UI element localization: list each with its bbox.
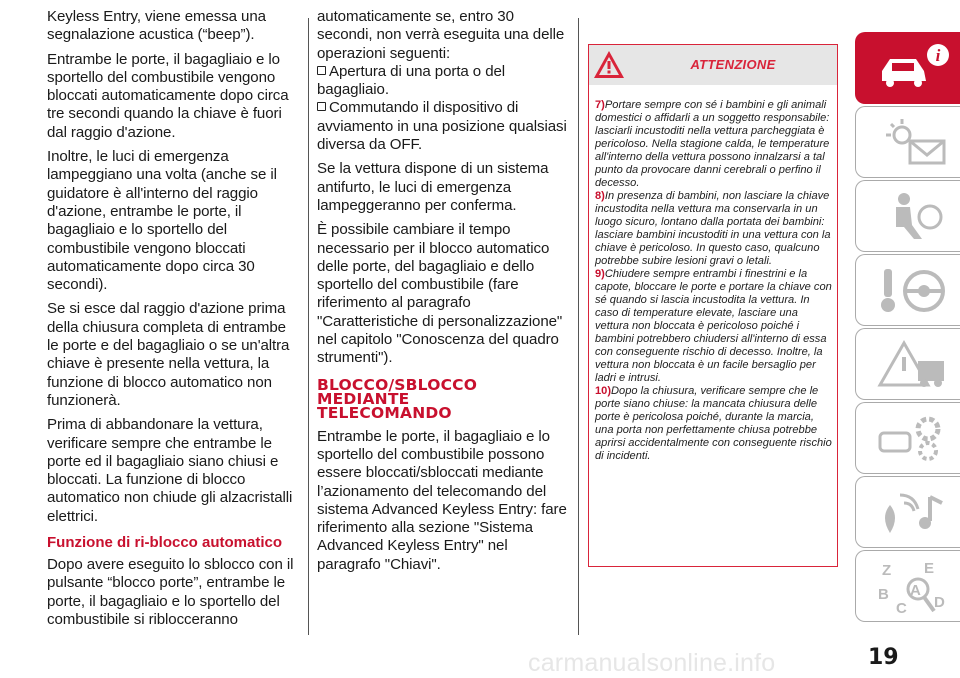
section-heading-line: TELECOMANDO bbox=[317, 403, 452, 422]
warning-body bbox=[595, 99, 833, 463]
svg-text:i: i bbox=[935, 46, 941, 65]
svg-text:C: C bbox=[896, 600, 907, 615]
warning-title: ATTENZIONE bbox=[690, 57, 776, 72]
tab-multimedia[interactable] bbox=[855, 476, 960, 548]
tab-emergency[interactable] bbox=[855, 328, 960, 400]
paragraph: Prima di abbandonare la vettura, verificare sempre che entrambe le porte ed il bagagliaio siano chiusi e bloccati. La funzione di blocco automatico non chiude gli alzacristalli elettrici. bbox=[47, 416, 293, 525]
paragraph: Se si esce dal raggio d'azione prima della chiusura completa di entrambe le porte e del bagagliaio o se un'altra chiave è presente nella vettura, la funzione di blocco automatico non funzionerà. bbox=[47, 300, 290, 409]
warning-item: 9)Chiudere sempre entrambi i finestrini e la capote, bloccare le porte e portare la chiave con sé quando si lascia incustodita la vettura. In caso di temperature elevate, lasciare una vettura non bloccata è pericoloso poiché i bambini potrebbero chiudersi all'interno di essa con conseguente rischio di decesso. Inoltre, la vettura non bloccata è un facile bersaglio per ladri e intrusi. bbox=[595, 268, 832, 384]
svg-text:B: B bbox=[878, 586, 889, 603]
warning-item: 10)Dopo la chiusura, verificare sempre che le porte siano chiuse: la mancata chiusura delle porte è pericolosa poiché, durante la marcia, una porta non perfettamente chiusa potrebbe aprirsi accidentalmente con conseguente rischio di incidenti. bbox=[595, 385, 832, 462]
svg-text:Z: Z bbox=[882, 562, 892, 579]
tab-index[interactable] bbox=[855, 550, 960, 622]
left-column bbox=[47, 8, 299, 635]
bullet-box-icon bbox=[317, 102, 326, 111]
page-number: 19 bbox=[868, 645, 899, 670]
bullet-box-icon bbox=[317, 66, 326, 75]
paragraph: Se la vettura dispone di un sistema antifurto, le luci di emergenza lampeggeranno per conferma. bbox=[317, 160, 549, 214]
tab-safety[interactable] bbox=[855, 180, 960, 252]
tab-dashboard-lights[interactable] bbox=[855, 106, 960, 178]
paragraph: Keyless Entry, viene emessa una segnalazione acustica (“beep”). bbox=[47, 8, 266, 44]
warning-box bbox=[588, 44, 838, 567]
column-divider bbox=[308, 18, 309, 635]
warning-header bbox=[589, 45, 837, 85]
svg-text:E: E bbox=[924, 560, 935, 577]
bullet-item: Commutando il dispositivo di avviamento in una posizione qualsiasi diversa da OFF. bbox=[317, 99, 567, 154]
column-divider bbox=[578, 18, 579, 635]
paragraph: È possibile cambiare il tempo necessario per il blocco automatico delle porte, del bagagliaio e dello sportello del combustibile (fare riferimento al paragrafo "Caratteristiche di personalizzazione" nel capitolo "Conoscenza del quadro strumenti"). bbox=[317, 221, 563, 367]
subheading-auto-relock: Funzione di ri-blocco automatico bbox=[47, 534, 283, 552]
paragraph: Entrambe le porte, il bagagliaio e lo sportello del combustibile possono essere bloccati/sbloccati mediante l’azionamento del telecomando del sistema Advanced Keyless Entry: fare riferimento alla sezione "Sistema Advanced Keyless Entry" nel paragrafo "Chiavi". bbox=[317, 427, 567, 573]
warning-triangle-icon bbox=[593, 49, 625, 81]
bullet-item: Apertura di una porta o del bagagliaio. bbox=[317, 62, 506, 99]
svg-text:D: D bbox=[934, 594, 945, 611]
svg-text:A: A bbox=[910, 582, 921, 599]
section-heading-line: MEDIANTE bbox=[317, 389, 410, 408]
warning-item: 8)In presenza di bambini, non lasciare la chiave incustodita nella vettura ma conservarla in un luogo sicuro, lontano dalla portata dei bambini: lasciare bambini incustoditi in una vettura con la chiave è pericoloso. In questo caso, qualcuno potrebbe subire lesioni gravi o letali. bbox=[595, 190, 831, 267]
tab-starting-driving[interactable] bbox=[855, 254, 960, 326]
paragraph: Inoltre, le luci di emergenza lampeggiano una volta (anche se il guidatore è all'interno del raggio d'azione, entrambe le porte, il bagagliaio e lo sportello del combustibile vengono bloccati automaticamente dopo circa 30 secondi). bbox=[47, 148, 277, 294]
warning-item: 7)Portare sempre con sé i bambini e gli animali domestici o affidarli a un soggetto responsabile: lasciarli incustoditi nella vettura parcheggiata è pericoloso. Nella stagione calda, le temperature all'interno della vettura possono innalzarsi a tal punto da provocare danni cerebrali o perfino il decesso. bbox=[595, 99, 830, 189]
tab-maintenance[interactable] bbox=[855, 402, 960, 474]
paragraph: automaticamente se, entro 30 secondi, non verrà eseguita una delle operazioni seguenti: bbox=[317, 8, 565, 62]
middle-column bbox=[317, 8, 567, 580]
paragraph: Dopo avere eseguito lo sblocco con il pulsante “blocco porte”, entrambe le porte, il bagagliaio e lo sportello del combustibile si riblocceranno bbox=[47, 556, 294, 628]
tab-car-info[interactable] bbox=[855, 32, 960, 104]
section-heading-line: BLOCCO/SBLOCCO bbox=[317, 375, 478, 394]
paragraph: Entrambe le porte, il bagagliaio e lo sportello del combustibile vengono bloccati automaticamente dopo circa tre secondi quando la chiave è fuori dal raggio d'azione. bbox=[47, 50, 289, 141]
watermark: carmanualsonline.info bbox=[528, 649, 776, 677]
section-heading bbox=[317, 375, 567, 422]
